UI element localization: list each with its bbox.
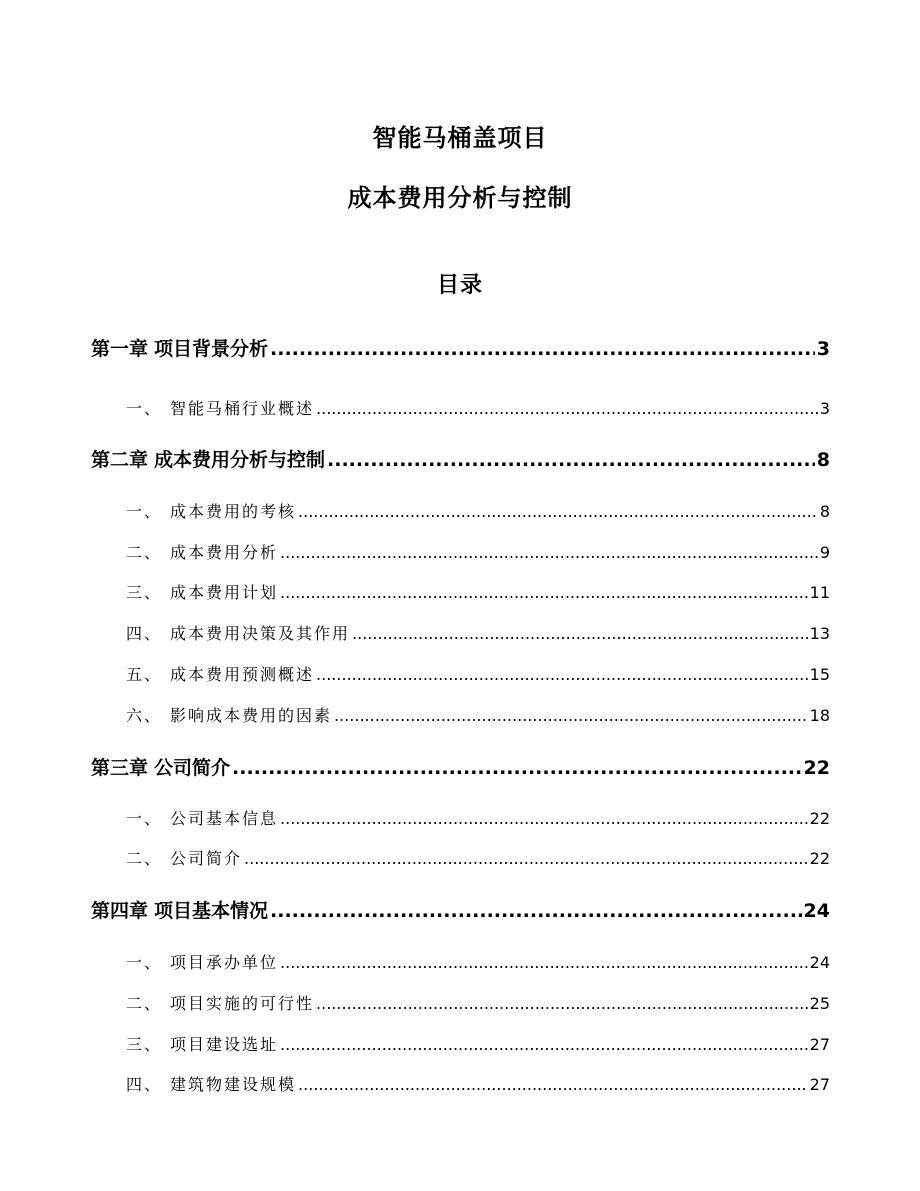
toc-leader-dots <box>316 663 808 687</box>
toc-page-number: 13 <box>809 624 830 643</box>
toc-section-label: 影响成本费用的因素 <box>170 706 333 725</box>
toc-leader-dots <box>352 622 808 646</box>
toc-section-number: 六、 <box>126 706 163 725</box>
toc-chapter-number: 第三章 <box>91 757 149 779</box>
toc-chapter-row[interactable] <box>91 446 830 474</box>
toc-section-row[interactable] <box>126 951 830 975</box>
toc-leader-dots <box>280 1033 808 1057</box>
toc-page-number: 22 <box>803 757 830 779</box>
toc-section-label: 智能马桶行业概述 <box>170 399 315 418</box>
toc-leader-dots <box>316 992 808 1016</box>
toc-section-number: 三、 <box>126 583 163 602</box>
toc-section-number: 一、 <box>126 399 163 418</box>
toc-section-label: 项目实施的可行性 <box>170 994 315 1013</box>
toc-chapter-label: 项目基本情况 <box>154 900 269 922</box>
toc-leader-dots <box>316 397 818 421</box>
toc-section-row[interactable] <box>126 622 830 646</box>
toc-section-number: 四、 <box>126 1075 163 1094</box>
toc-section-row[interactable] <box>126 663 830 687</box>
toc-section-label: 成本费用分析 <box>170 543 279 562</box>
toc-leader-dots <box>334 704 808 728</box>
toc-page-number: 3 <box>816 338 830 360</box>
toc-leader-dots <box>232 754 802 782</box>
toc-leader-dots <box>244 847 808 871</box>
toc-section-label: 成本费用计划 <box>170 583 279 602</box>
toc-page-number: 22 <box>809 809 830 828</box>
document-title: 智能马桶盖项目 <box>372 124 548 152</box>
toc-page-number: 27 <box>809 1035 830 1054</box>
toc-chapter-number: 第一章 <box>91 338 149 360</box>
toc-section-number: 二、 <box>126 849 163 868</box>
toc-page-number: 3 <box>819 399 830 418</box>
toc-chapter-label: 成本费用分析与控制 <box>154 449 326 471</box>
toc-chapter-number: 第二章 <box>91 449 149 471</box>
toc-page-number: 8 <box>819 502 830 521</box>
toc-section-label: 成本费用预测概述 <box>170 665 315 684</box>
toc-leader-dots <box>280 807 808 831</box>
toc-chapter-number: 第四章 <box>91 900 149 922</box>
toc-section-label: 项目建设选址 <box>170 1035 279 1054</box>
toc-section-label: 公司简介 <box>170 849 243 868</box>
toc-section-row[interactable] <box>126 541 830 565</box>
toc-chapter-row[interactable] <box>91 335 830 363</box>
toc-page-number: 9 <box>819 543 830 562</box>
toc-section-label: 成本费用决策及其作用 <box>170 624 351 643</box>
toc-leader-dots <box>298 500 818 524</box>
toc-page-number: 15 <box>809 665 830 684</box>
toc-leader-dots <box>327 446 815 474</box>
toc-leader-dots <box>280 581 808 605</box>
toc-section-label: 成本费用的考核 <box>170 502 297 521</box>
toc-section-number: 二、 <box>126 994 163 1013</box>
toc-section-number: 三、 <box>126 1035 163 1054</box>
toc-section-number: 一、 <box>126 502 163 521</box>
toc-section-row[interactable] <box>126 704 830 728</box>
toc-section-row[interactable] <box>126 847 830 871</box>
document-subtitle: 成本费用分析与控制 <box>347 184 573 212</box>
toc-leader-dots <box>280 541 818 565</box>
toc-leader-dots <box>270 897 802 925</box>
toc-section-label: 项目承办单位 <box>170 953 279 972</box>
toc-page-number: 22 <box>809 849 830 868</box>
toc-chapter-row[interactable] <box>91 754 830 782</box>
toc-section-label: 建筑物建设规模 <box>170 1075 297 1094</box>
toc-section-row[interactable] <box>126 581 830 605</box>
toc-section-row[interactable] <box>126 1073 830 1097</box>
toc-page-number: 8 <box>816 449 830 471</box>
toc-page-number: 25 <box>809 994 830 1013</box>
toc-page-number: 18 <box>809 706 830 725</box>
toc-section-row[interactable] <box>126 397 830 421</box>
toc-leader-dots <box>280 951 808 975</box>
toc-page-number: 27 <box>809 1075 830 1094</box>
toc-section-row[interactable] <box>126 1033 830 1057</box>
toc-section-number: 四、 <box>126 624 163 643</box>
toc-chapter-row[interactable] <box>91 897 830 925</box>
toc-section-row[interactable] <box>126 807 830 831</box>
toc-leader-dots <box>270 335 815 363</box>
toc-section-row[interactable] <box>126 992 830 1016</box>
toc-section-number: 一、 <box>126 953 163 972</box>
toc-section-number: 二、 <box>126 543 163 562</box>
toc-section-number: 五、 <box>126 665 163 684</box>
toc-page-number: 24 <box>809 953 830 972</box>
toc-chapter-label: 公司简介 <box>154 757 231 779</box>
toc-chapter-label: 项目背景分析 <box>154 338 269 360</box>
toc-section-label: 公司基本信息 <box>170 809 279 828</box>
toc-section-number: 一、 <box>126 809 163 828</box>
toc-heading: 目录 <box>436 273 483 298</box>
toc-leader-dots <box>298 1073 808 1097</box>
toc-page-number: 11 <box>809 583 830 602</box>
toc-section-row[interactable] <box>126 500 830 524</box>
toc-page-number: 24 <box>803 900 830 922</box>
